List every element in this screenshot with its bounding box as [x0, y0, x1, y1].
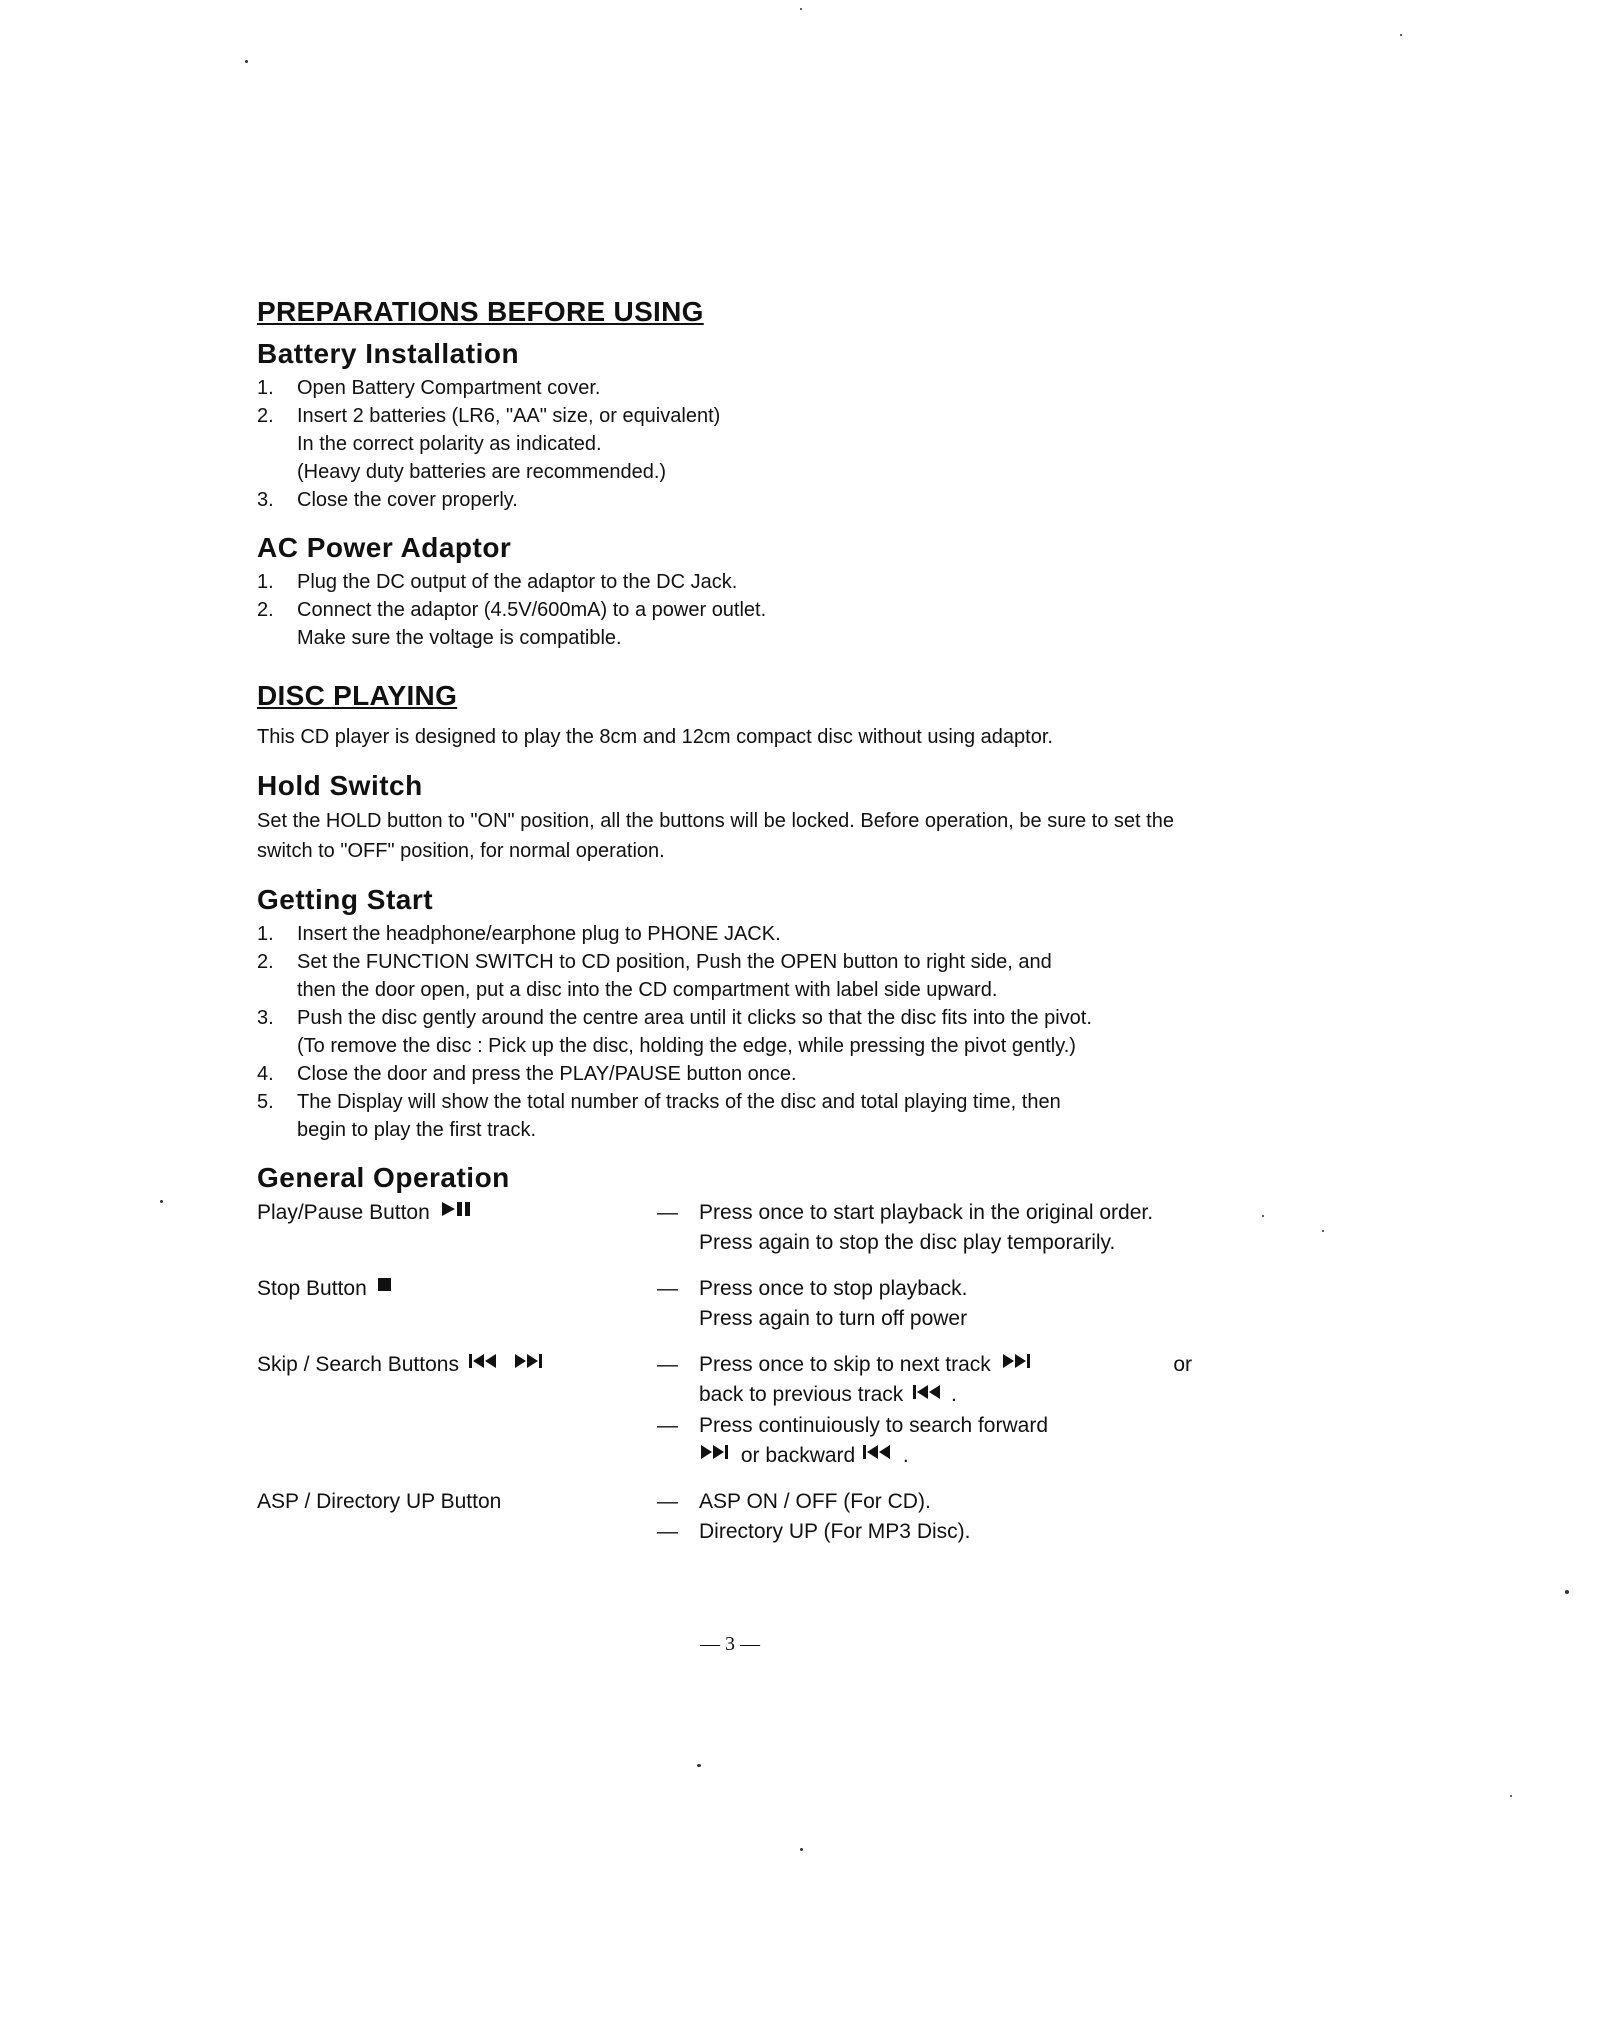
battery-steps	[257, 374, 1192, 514]
stop-icon	[373, 1274, 397, 1304]
list-item: 1. Plug the DC output of the adaptor to the DC Jack.	[257, 571, 738, 593]
scan-speck	[1262, 1215, 1264, 1217]
list-item: 5. The Display will show the total number of tracks of the disc and total playing time, then begin to play the first track.	[257, 1091, 1061, 1141]
scan-speck	[160, 1200, 163, 1203]
operations-list	[257, 1198, 1192, 1547]
asp-desc-1: ASP ON / OFF (For CD).	[699, 1490, 931, 1514]
skip-desc-1b: back to previous track	[699, 1383, 904, 1407]
skip-desc-1a: Press once to skip to next track	[699, 1353, 991, 1376]
list-item: 1. Open Battery Compartment cover.	[257, 377, 601, 399]
scan-speck	[800, 8, 802, 10]
play-pause-label: Play/Pause Button	[257, 1201, 430, 1224]
list-item: 2. Insert 2 batteries (LR6, "AA" size, or equivalent) In the correct polarity as indicated. (Heavy duty batteries are recommended.)	[257, 405, 721, 483]
list-item: 3. Push the disc gently around the centre area until it clicks so that the disc fits into the pivot. (To remove the disc : Pick up the disc, holding the edge, while pressing the pivot gently.)	[257, 1007, 1092, 1057]
skip-back-icon	[861, 1441, 897, 1471]
scan-speck	[1510, 1795, 1512, 1797]
ac-power-adaptor-heading: AC Power Adaptor	[257, 532, 512, 563]
preparations-heading: PREPARATIONS BEFORE USING	[257, 296, 704, 327]
ac-steps	[257, 568, 1192, 652]
page-number: — 3 —	[700, 1633, 760, 1655]
scan-speck	[1400, 34, 1402, 36]
skip-forward-icon	[511, 1350, 551, 1380]
list-item: 2. Connect the adaptor (4.5V/600mA) to a power outlet. Make sure the voltage is compatible.	[257, 599, 767, 649]
skip-forward-icon	[699, 1441, 735, 1471]
hold-switch-text: Set the HOLD button to "ON" position, all the buttons will be locked. Before operation, be sure to set the switch to "OFF" position, for normal operation.	[257, 810, 1174, 862]
list-item: 1. Insert the headphone/earphone plug to PHONE JACK.	[257, 923, 781, 945]
skip-search-label: Skip / Search Buttons	[257, 1353, 459, 1376]
disc-intro: This CD player is designed to play the 8cm and 12cm compact disc without using adaptor.	[257, 726, 1053, 748]
scan-speck	[1565, 1590, 1569, 1594]
skip-desc-2a: Press continuiously to search forward	[699, 1413, 1048, 1437]
skip-forward-icon	[997, 1350, 1037, 1380]
hold-switch-heading: Hold Switch	[257, 770, 423, 801]
asp-directory-label: ASP / Directory UP Button	[257, 1490, 502, 1514]
battery-installation-heading: Battery Installation	[257, 338, 520, 369]
skip-back-icon	[909, 1381, 945, 1411]
scan-speck	[697, 1764, 701, 1767]
list-item: 2. Set the FUNCTION SWITCH to CD position, Push the OPEN button to right side, and then the door open, put a disc into the CD compartment with label side upward.	[257, 951, 1052, 1001]
scan-speck	[245, 60, 248, 63]
play-pause-icon	[436, 1198, 480, 1228]
play-pause-desc-1: Press once to start playback in the original order.	[699, 1201, 1154, 1224]
stop-label: Stop Button	[257, 1277, 367, 1300]
stop-row: Stop Button — Press once to stop playback. Press again to turn off power	[257, 1274, 1192, 1334]
asp-directory-row: ASP / Directory UP Button — ASP ON / OFF (For CD). — Directory UP (For MP3 Disc).	[257, 1487, 1192, 1547]
asp-desc-2: Directory UP (For MP3 Disc).	[699, 1520, 971, 1544]
getting-start-heading: Getting Start	[257, 884, 434, 915]
general-operation-heading: General Operation	[257, 1162, 510, 1193]
disc-playing-heading: DISC PLAYING	[257, 680, 458, 711]
list-item: 3. Close the cover properly.	[257, 489, 518, 511]
stop-desc-2: Press again to turn off power	[699, 1307, 968, 1330]
play-pause-desc-2: Press again to stop the disc play temporarily.	[699, 1231, 1116, 1254]
scan-speck	[800, 1848, 803, 1851]
skip-desc-or: or	[1173, 1353, 1192, 1376]
getting-start-steps	[257, 920, 1192, 1144]
main-content	[257, 296, 1192, 1563]
play-pause-row: Play/Pause Button — Press once to start playback in the original order. Press again to stop the disc play temporarily.	[257, 1198, 1192, 1258]
scan-speck	[1322, 1230, 1324, 1232]
skip-desc-2b: or backward	[740, 1443, 856, 1467]
stop-desc-1: Press once to stop playback.	[699, 1277, 968, 1300]
skip-search-row: Skip / Search Buttons — Press once to skip to next track or back to previous track . — Press continuiously to search forward or backward .	[257, 1350, 1192, 1471]
skip-back-icon	[465, 1350, 505, 1380]
list-item: 4. Close the door and press the PLAY/PAUSE button once.	[257, 1063, 797, 1085]
